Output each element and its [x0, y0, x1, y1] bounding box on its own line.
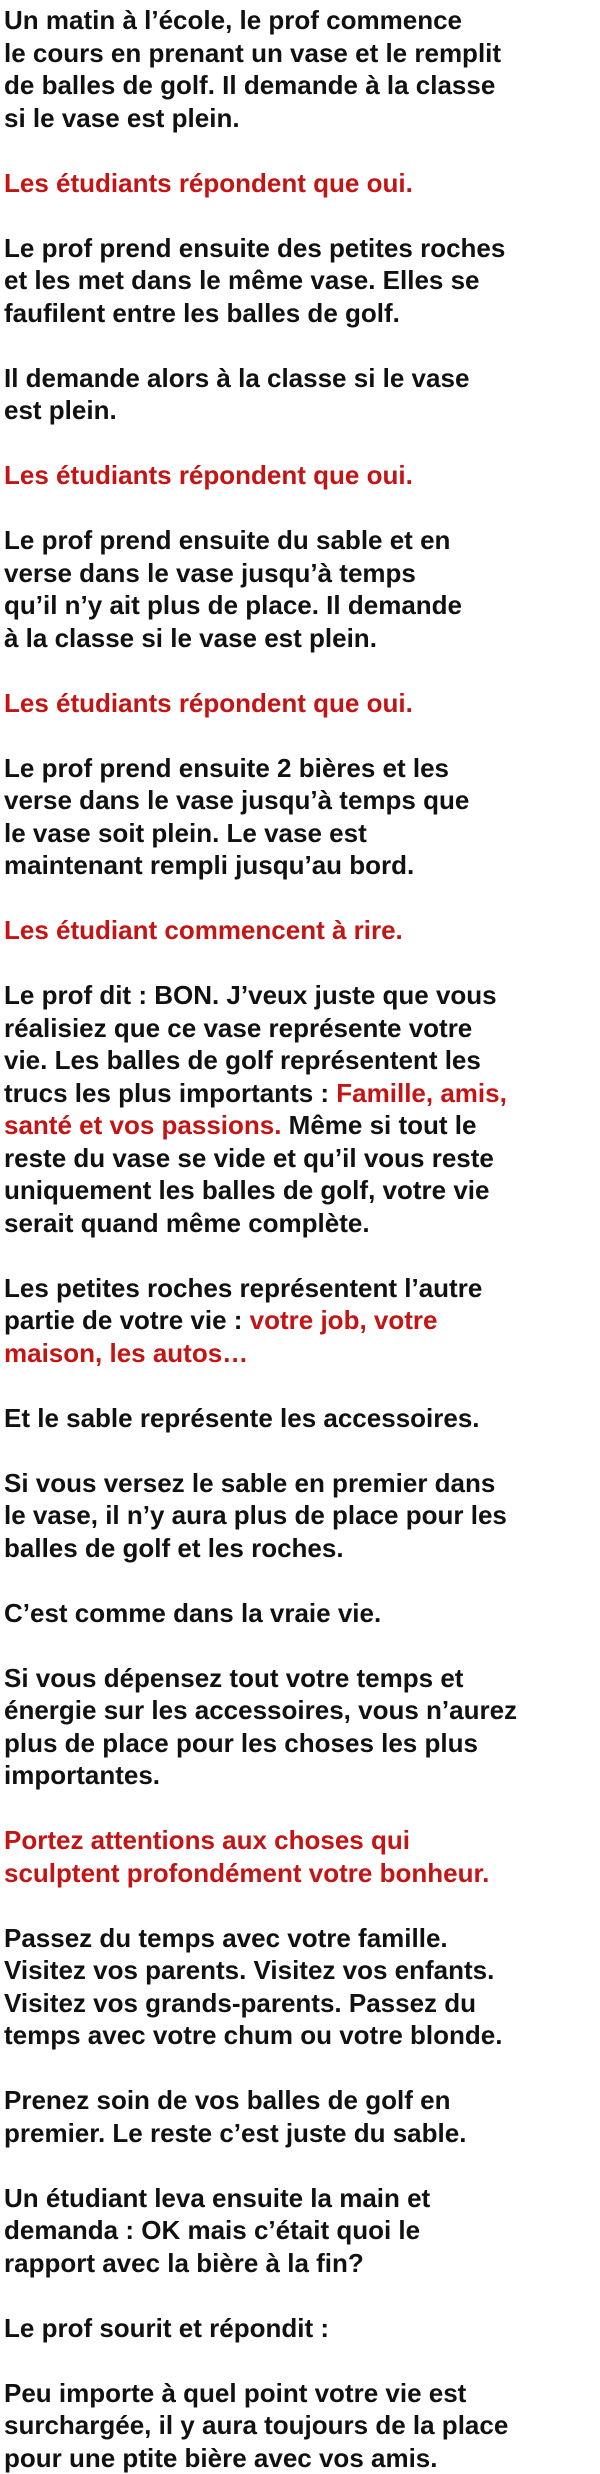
body-text: Prenez soin de vos balles de golf en premier. Le reste c’est juste du sable. — [4, 2085, 466, 2148]
paragraph-14 — [4, 1597, 594, 1630]
paragraph-20 — [4, 2312, 594, 2345]
paragraph-16 — [4, 1824, 594, 1889]
paragraph-21 — [4, 2377, 594, 2474]
highlighted-text: Portez attentions aux choses qui sculptent profondément votre bonheur. — [4, 1825, 489, 1888]
paragraph-2 — [4, 167, 594, 200]
highlighted-text: Famille, amis, santé et vos passions. — [4, 1078, 507, 1141]
body-text: Les petites roches représentent l’autre partie de votre vie : — [4, 1273, 482, 1336]
body-text: Il demande alors à la classe si le vase est plein. — [4, 363, 469, 426]
body-text: Si vous dépensez tout votre temps et énergie sur les accessoires, vous n’aurez plus de place pour les choses les plus importantes. — [4, 1663, 517, 1791]
paragraph-8 — [4, 752, 594, 882]
paragraph-10 — [4, 979, 594, 1239]
body-text: Le prof prend ensuite 2 bières et les verse dans le vase jusqu’à temps que le vase soit plein. Le vase est maintenant rempli jusqu’au bord. — [4, 753, 469, 881]
paragraph-5 — [4, 459, 594, 492]
paragraph-18 — [4, 2084, 594, 2149]
paragraph-1 — [4, 4, 594, 134]
body-text: Même si tout le reste du vase se vide et qu’il vous reste uniquement les balles de golf, votre vie serait quand même complète. — [4, 1110, 494, 1238]
paragraph-11 — [4, 1272, 594, 1370]
body-text: Et le sable représente les accessoires. — [4, 1403, 480, 1433]
body-text: Le prof prend ensuite des petites roches et les met dans le même vase. Elles se faufilent entre les balles de golf. — [4, 233, 505, 328]
body-text: Peu importe à quel point votre vie est surchargée, il y aura toujours de la place pour une ptite bière avec vos amis. — [4, 2378, 508, 2473]
body-text: C’est comme dans la vraie vie. — [4, 1598, 381, 1628]
body-text: Le prof sourit et répondit : — [4, 2313, 329, 2343]
body-text: Un étudiant leva ensuite la main et demanda : OK mais c’était quoi le rapport avec la bière à la fin? — [4, 2183, 430, 2278]
paragraph-12 — [4, 1402, 594, 1435]
highlighted-text: Les étudiants répondent que oui. — [4, 688, 413, 718]
body-text: Le prof dit : BON. J’veux juste que vous réalisiez que ce vase représente votre vie. Les balles de golf représentent les trucs les plus importants : — [4, 980, 497, 1108]
paragraph-4 — [4, 362, 594, 427]
paragraph-19 — [4, 2182, 594, 2280]
paragraph-6 — [4, 524, 594, 654]
highlighted-text: Les étudiants répondent que oui. — [4, 460, 413, 490]
paragraph-3 — [4, 232, 594, 330]
body-text: Le prof prend ensuite du sable et en verse dans le vase jusqu’à temps qu’il n’y ait plus de place. Il demande à la classe si le vase est plein. — [4, 525, 462, 653]
paragraph-13 — [4, 1467, 594, 1565]
highlighted-text: Les étudiant commencent à rire. — [4, 915, 403, 945]
paragraph-9 — [4, 914, 594, 947]
body-text: Un matin à l’école, le prof commence le cours en prenant un vase et le remplit de balles de golf. Il demande à la classe si le vase est plein. — [4, 5, 501, 133]
body-text: Passez du temps avec votre famille. Visitez vos parents. Visitez vos enfants. Visitez vos grands-parents. Passez du temps avec votre chum ou votre blonde. — [4, 1923, 502, 2051]
paragraph-17 — [4, 1922, 594, 2052]
highlighted-text: Les étudiants répondent que oui. — [4, 168, 413, 198]
paragraph-15 — [4, 1662, 594, 1792]
paragraph-7 — [4, 687, 594, 720]
body-text: Si vous versez le sable en premier dans le vase, il n’y aura plus de place pour les balles de golf et les roches. — [4, 1468, 507, 1563]
highlighted-text: votre job, votre maison, les autos… — [4, 1305, 437, 1368]
